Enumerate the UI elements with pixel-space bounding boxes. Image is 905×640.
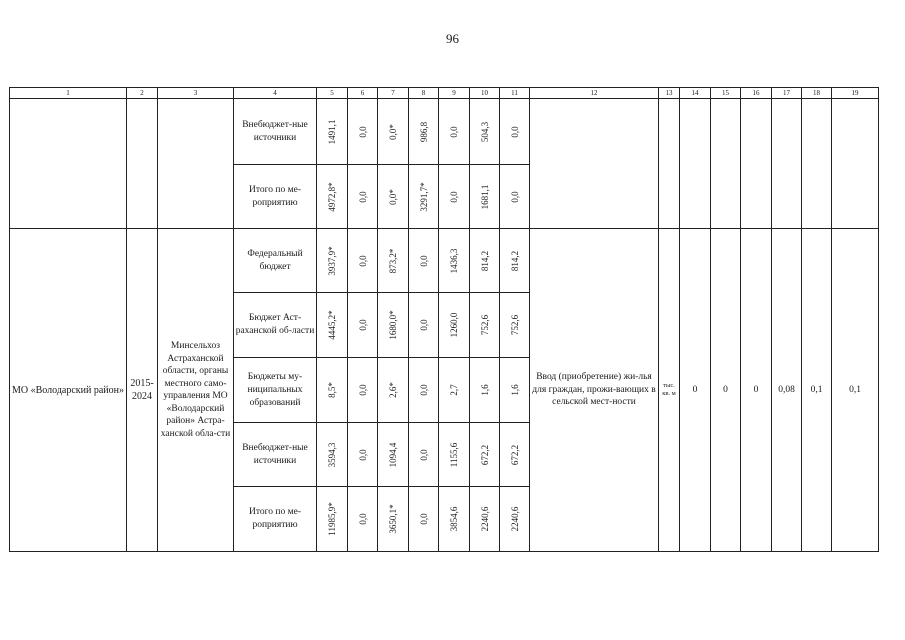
indicator-cell-empty	[530, 99, 659, 229]
col-header: 9	[439, 88, 470, 99]
value-cell: 1491,1	[317, 99, 348, 165]
value-cell: 0,0	[348, 99, 378, 165]
value-cell: 0,0	[439, 165, 470, 229]
value-cell: 4445,2*	[317, 293, 348, 358]
indicator-value-empty	[832, 99, 879, 229]
funding-source: Итого по ме-роприятию	[234, 165, 317, 229]
value-cell: 0,0	[409, 423, 439, 487]
value-cell: 0,0	[500, 99, 530, 165]
indicator-value: 0	[680, 229, 711, 552]
executor-cell-empty	[158, 99, 234, 229]
indicator-value-empty	[772, 99, 802, 229]
value-cell: 672,2	[500, 423, 530, 487]
municipality-cell-empty	[10, 99, 127, 229]
col-header: 3	[158, 88, 234, 99]
value-cell: 0,0	[348, 229, 378, 293]
column-number-row	[10, 88, 879, 99]
unit: тыс. кв. м	[659, 229, 680, 552]
col-header: 11	[500, 88, 530, 99]
col-header: 7	[378, 88, 409, 99]
funding-source: Бюджет Аст-раханской об-ласти	[234, 293, 317, 358]
value-cell: 0,0	[409, 487, 439, 552]
value-cell: 0,0	[409, 293, 439, 358]
indicator-value-empty	[711, 99, 741, 229]
table-row	[10, 99, 879, 165]
funding-source: Внебюджет-ные источники	[234, 99, 317, 165]
value-cell: 3291,7*	[409, 165, 439, 229]
value-cell: 1155,6	[439, 423, 470, 487]
funding-source: Федеральный бюджет	[234, 229, 317, 293]
value-cell: 1,6	[470, 358, 500, 423]
col-header: 17	[772, 88, 802, 99]
value-cell: 1436,3	[439, 229, 470, 293]
col-header: 5	[317, 88, 348, 99]
value-cell: 1680,0*	[378, 293, 409, 358]
col-header: 13	[659, 88, 680, 99]
value-cell: 873,2*	[378, 229, 409, 293]
executor: Минсельхоз Астраханской области, органы местного само-управления МО «Володарский район» Астра-ханской обла-сти	[158, 229, 234, 552]
value-cell: 0,0*	[378, 99, 409, 165]
period: 2015-2024	[127, 229, 158, 552]
col-header: 4	[234, 88, 317, 99]
program-table	[9, 87, 879, 552]
value-cell: 0,0	[348, 423, 378, 487]
value-cell: 814,2	[500, 229, 530, 293]
value-cell: 1681,1	[470, 165, 500, 229]
value-cell: 2,6*	[378, 358, 409, 423]
value-cell: 2240,6	[470, 487, 500, 552]
indicator-value: 0,1	[802, 229, 832, 552]
value-cell: 3650,1*	[378, 487, 409, 552]
col-header: 16	[741, 88, 772, 99]
value-cell: 752,6	[500, 293, 530, 358]
col-header: 10	[470, 88, 500, 99]
value-cell: 0,0	[409, 358, 439, 423]
value-cell: 986,8	[409, 99, 439, 165]
value-cell: 1,6	[500, 358, 530, 423]
value-cell: 0,0	[439, 99, 470, 165]
value-cell: 752,6	[470, 293, 500, 358]
municipality-name: МО «Володарский район»	[10, 229, 127, 552]
funding-source: Внебюджет-ные источники	[234, 423, 317, 487]
value-cell: 504,3	[470, 99, 500, 165]
indicator-value-empty	[741, 99, 772, 229]
indicator-value: 0,08	[772, 229, 802, 552]
funding-source: Итого по ме-роприятию	[234, 487, 317, 552]
value-cell: 1094,4	[378, 423, 409, 487]
value-cell: 0,0	[348, 358, 378, 423]
value-cell: 3854,6	[439, 487, 470, 552]
value-cell: 4972,8*	[317, 165, 348, 229]
value-cell: 0,0	[348, 293, 378, 358]
value-cell: 8,5*	[317, 358, 348, 423]
col-header: 15	[711, 88, 741, 99]
col-header: 6	[348, 88, 378, 99]
value-cell: 3937,9*	[317, 229, 348, 293]
col-header: 14	[680, 88, 711, 99]
indicator-value: 0,1	[832, 229, 879, 552]
value-cell: 11985,9*	[317, 487, 348, 552]
indicator-name: Ввод (приобретение) жи-лья для граждан, прожи-вающих в сельской мест-ности	[530, 229, 659, 552]
funding-source: Бюджеты му-ниципальных образований	[234, 358, 317, 423]
value-cell: 0,0	[409, 229, 439, 293]
table-row	[10, 229, 879, 293]
indicator-value: 0	[741, 229, 772, 552]
value-cell: 0,0	[348, 487, 378, 552]
period-cell-empty	[127, 99, 158, 229]
value-cell: 1260,0	[439, 293, 470, 358]
value-cell: 0,0*	[378, 165, 409, 229]
col-header: 8	[409, 88, 439, 99]
value-cell: 0,0	[348, 165, 378, 229]
col-header: 19	[832, 88, 879, 99]
unit-cell-empty	[659, 99, 680, 229]
page-number: 96	[446, 31, 459, 46]
col-header: 18	[802, 88, 832, 99]
indicator-value-empty	[680, 99, 711, 229]
value-cell: 2240,6	[500, 487, 530, 552]
value-cell: 672,2	[470, 423, 500, 487]
indicator-value-empty	[802, 99, 832, 229]
col-header: 1	[10, 88, 127, 99]
value-cell: 3594,3	[317, 423, 348, 487]
col-header: 12	[530, 88, 659, 99]
value-cell: 2,7	[439, 358, 470, 423]
indicator-value: 0	[711, 229, 741, 552]
value-cell: 814,2	[470, 229, 500, 293]
col-header: 2	[127, 88, 158, 99]
value-cell: 0,0	[500, 165, 530, 229]
